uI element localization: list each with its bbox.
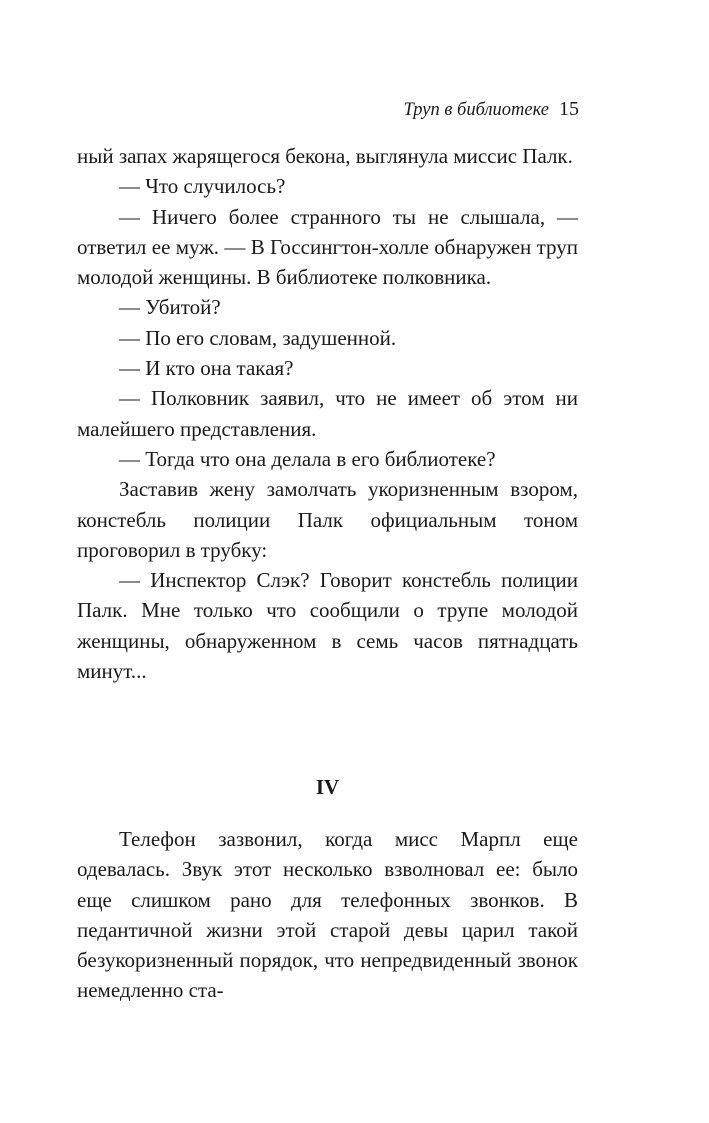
paragraph: ный запах жарящегося бекона, выглянула миссис Палк. bbox=[77, 144, 573, 168]
text-block-before-section bbox=[77, 141, 578, 686]
paragraph: Заставив жену замолчать укоризненным взором, констебль полиции Палк официальным тоном проговорил в трубку: bbox=[77, 477, 578, 562]
paragraph: — Инспектор Слэк? Говорит констебль полиции Палк. Мне только что сообщили о трупе молодой женщины, обнаруженном в семь часов пятнадцать минут... bbox=[77, 568, 578, 684]
running-head bbox=[403, 96, 579, 123]
paragraph: — Тогда что она делала в его библиотеке? bbox=[119, 446, 496, 471]
paragraph: — Что случилось? bbox=[119, 174, 286, 199]
text-block-after-section bbox=[77, 824, 578, 1006]
paragraph: — Убитой? bbox=[119, 295, 221, 320]
paragraph: — Полковник заявил, что не имеет об этом ни малейшего представления. bbox=[77, 386, 578, 441]
paragraph: — По его словам, задушенной. bbox=[119, 325, 397, 350]
page-number: 15 bbox=[559, 98, 579, 120]
paragraph: — И кто она такая? bbox=[119, 356, 294, 381]
paragraph: Телефон зазвонил, когда мисс Марпл еще одевалась. Звук этот несколько взволновал ее: было еще слишком рано для телефонных звонков. В педантичной жизни этой старой девы царил такой безукоризненный порядок, что непредвиденный звонок немедленно ста- bbox=[77, 827, 578, 1003]
running-head-title: Труп в библиотеке bbox=[403, 100, 549, 120]
section-heading: IV bbox=[315, 775, 340, 799]
paragraph: — Ничего более странного ты не слышала, — ответил ее муж. — В Госсингтон-холле обнаружен труп молодой женщины. В библиотеке полковника. bbox=[77, 204, 578, 290]
